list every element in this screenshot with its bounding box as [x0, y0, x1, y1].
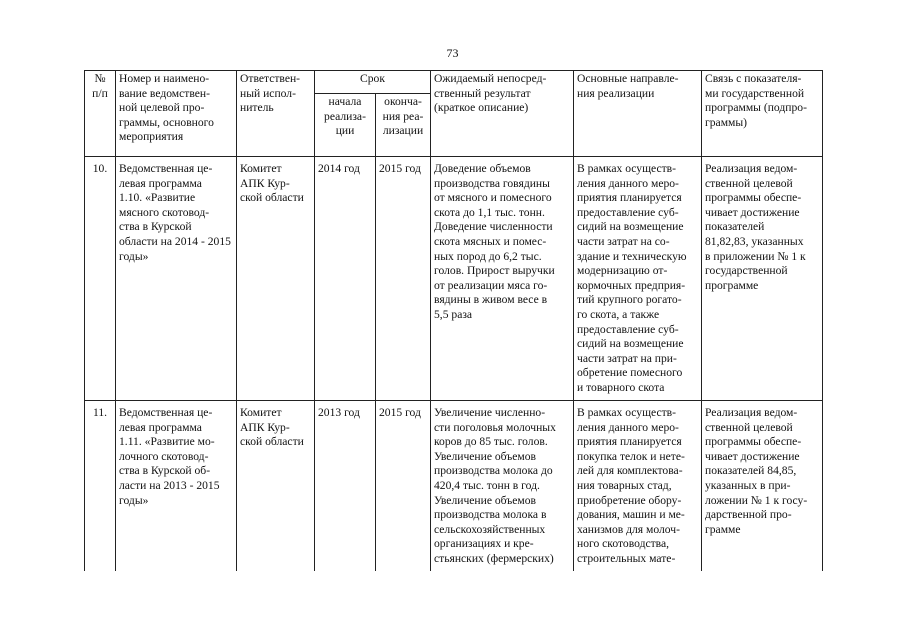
row-directions: В рамках осуществ- ления данного меро- приятия планируется покупка телок и нете- лей для комплектова- ния товарных стад, приобретение обору- дования, машин и ме- ханизмов для молоч- ного скотоводства, строительных мате- — [574, 401, 702, 572]
row-end: 2015 год — [376, 157, 431, 401]
row-name: Ведомственная це- левая программа 1.10. «Развитие мясного скотовод- ства в Курской области на 2014 - 2015 годы» — [116, 157, 237, 401]
row-start: 2014 год — [315, 157, 376, 401]
table-header-row — [85, 71, 823, 94]
row-responsible: Комитет АПК Кур- ской области — [237, 157, 315, 401]
header-directions: Основные направле- ния реализации — [574, 71, 702, 157]
page-number: 73 — [446, 46, 459, 60]
table-row — [85, 157, 823, 401]
header-term: Срок — [315, 71, 431, 94]
row-result: Доведение объемов производства говядины от мясного и помесного скота до 1,1 тыс. тонн. Доведение численности скота мясных и помес- ных пород до 6,2 тыс. голов. Прирост выручки от реализации мяса го- вядины в живом весе в 5,5 раза — [431, 157, 574, 401]
row-link: Реализация ведом- ственной целевой программы обеспе- чивает достижение показателей 84,85, указанных в при- ложении № 1 к госу- дарственной про- грамме — [702, 401, 823, 572]
header-name: Номер и наимено- вание ведомствен- ной целевой про- граммы, основного мероприятия — [116, 71, 237, 157]
row-responsible: Комитет АПК Кур- ской области — [237, 401, 315, 572]
row-start: 2013 год — [315, 401, 376, 572]
table-row — [85, 401, 823, 572]
row-result: Увеличение численно- сти поголовья молочных коров до 85 тыс. голов. Увеличение объемов производства молока до 420,4 тыс. тонн в год. Увеличение объемов производства молока в сельскохозяйственных организациях и кре- стьянских (фермерских) — [431, 401, 574, 572]
row-name: Ведомственная це- левая программа 1.11. «Развитие мо- лочного скотовод- ства в Курской об- ласти на 2013 - 2015 годы» — [116, 401, 237, 572]
header-start: начала реализа- ции — [315, 94, 376, 157]
row-directions: В рамках осуществ- ления данного меро- приятия планируется предоставление суб- сидий на возмещение части затрат на со- здание и техническую модернизацию от- кормочных предприя- тий крупного рогато- го скота, а также предоставление суб- сидий на возмещение части затрат на при- обретение помесного и товарного скота — [574, 157, 702, 401]
header-result: Ожидаемый непосред- ственный результат (краткое описание) — [431, 71, 574, 157]
header-num: № п/п — [85, 71, 116, 157]
row-num: 10. — [85, 157, 116, 401]
program-table — [84, 70, 823, 571]
row-link: Реализация ведом- ственной целевой программы обеспе- чивает достижение показателей 81,82,83, указанных в приложении № 1 к государственной программе — [702, 157, 823, 401]
row-end: 2015 год — [376, 401, 431, 572]
header-responsible: Ответствен- ный испол- нитель — [237, 71, 315, 157]
header-end: оконча- ния реа- лизации — [376, 94, 431, 157]
row-num: 11. — [85, 401, 116, 572]
header-link: Связь с показателя- ми государственной программы (подпро- граммы) — [702, 71, 823, 157]
